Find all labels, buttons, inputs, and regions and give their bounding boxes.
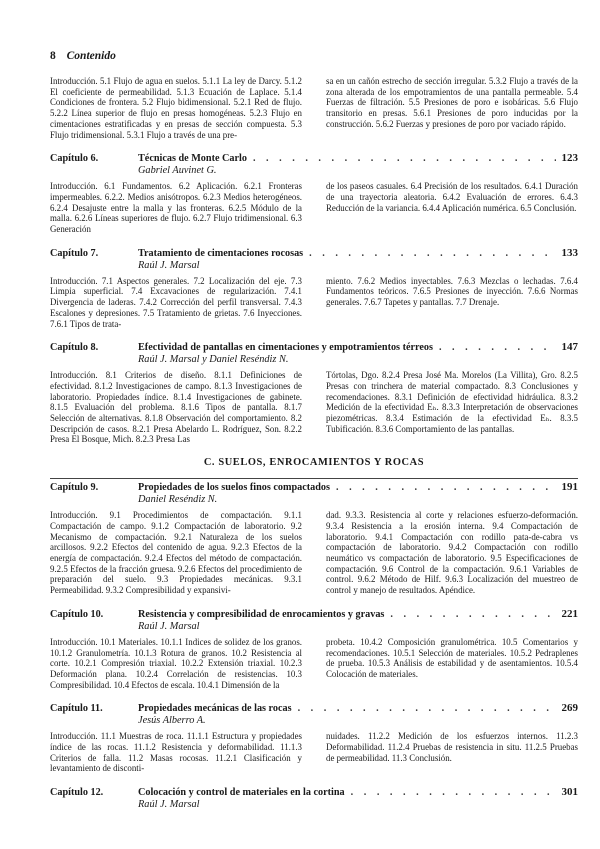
summary-left-column: Introducción. 7.1 Aspectos generales. 7.2 Localización del eje. 7.3 Limpia superficial. 7.4 Excavaciones de regularización. 7.4.1 Divergencia de laderas. 7.4.2 Corrección del perfil transversal. 7.4.3 Escalones y depresiones. 7.5 Tratamiento de grietas. 7.6 Inyecciones. 7.6.1 Tipos de trata- xyxy=(50,275,302,329)
chapter-title[interactable]: Resistencia y compresibilidad de enrocamientos y gravas xyxy=(138,608,385,620)
chapter-title[interactable]: Técnicas de Monte Carlo xyxy=(138,153,247,165)
dot-leader xyxy=(298,703,556,714)
chapter-page-number: 147 xyxy=(561,341,578,354)
summary-left-column: Introducción. 10.1 Materiales. 10.1.1 Indices de solidez de los granos. 10.1.2 Granulometría. 10.1.3 Rotura de granos. 10.2 Resistencia al corte. 10.2.1 Compresión triaxial. 10.2.2 Extensión triaxial. 10.2.3 Deformación plana. 10.2.4 Correlación de resistencias. 10.3 Compresibilidad. 10.4 Efectos de escala. 10.4.1 Dimensión de la xyxy=(50,636,302,690)
toc-entry-chapter-12[interactable] xyxy=(50,786,578,810)
summary-right-column: nuidades. 11.2.2 Medición de los esfuerzos internos. 11.2.3 Deformabilidad. 11.2.4 Pruebas de resistencia in situ. 11.2.5 Pruebas de permeabilidad. 11.3 Conclusión. xyxy=(326,731,578,763)
chapter-author: Daniel Reséndiz N. xyxy=(138,494,218,506)
summary-left-column: Introducción. 8.1 Criterios de diseño. 8.1.1 Definiciones de efectividad. 8.1.2 Investigaciones de campo. 8.1.3 Investigaciones de laboratorio. Propiedades índice. 8.1.4 Investigaciones de gabinete. 8.1.5 Evaluación del problema. 8.1.6 Tipos de pantalla. 8.1.7 Selección de alternativas. 8.1.8 Observación del comportamiento. 8.2 Descripción de casos. 8.2.1 Presa Abelardo L. Rodríguez, Son. 8.2.2 Presa El Bosque, Mich. 8.2.3 Presa Las xyxy=(50,370,302,445)
summary-right-column: sa en un cañón estrecho de sección irregular. 5.3.2 Flujo a través de la zona alterada de los empotramientos de una pantalla permeable. 5.4 Fuerzas de filtración. 5.5 Presiones de poro e isobáricas. 5.6 Flujo transitorio en presas. 5.6.1 Presiones de poro inducidas por la construcción. 5.6.2 Fuerzas y presiones de poro por vaciado rápido. xyxy=(326,76,578,129)
chapter-heading-line xyxy=(50,247,578,259)
chapter-page-number: 221 xyxy=(561,607,578,620)
summary-left-column: Introducción. 9.1 Procedimientos de compactación. 9.1.1 Compactación de campo. 9.1.2 Compactación de laboratorio. 9.2 Mecanismo de compactación. 9.2.1 Naturaleza de los suelos arcillosos. 9.2.2 Efectos del contenido de agua. 9.2.3 Efectos de la energía de compactación. 9.2.4 Efectos del método de compactación. 9.2.5 Efectos de la fracción gruesa. 9.2.6 Efectos del procedimiento de preparación del suelo. 9.3 Propiedades mecánicas. 9.3.1 Permeabilidad. 9.3.2 Compresibilidad y expansivi- xyxy=(50,510,302,596)
toc-entry-chapter-10[interactable] xyxy=(50,608,578,691)
chapter-title[interactable]: Propiedades de los suelos finos compactados xyxy=(138,482,330,494)
running-title: Contenido xyxy=(66,50,116,62)
toc-entry-chapter-8[interactable] xyxy=(50,341,578,445)
chapter-author: Jesús Alberro A. xyxy=(138,715,206,727)
chapter-heading-line xyxy=(50,786,578,798)
toc-entry-chapter-7[interactable] xyxy=(50,247,578,330)
summary-left-column: Introducción. 11.1 Muestras de roca. 11.1.1 Estructura y propiedades índice de las rocas. 11.1.2 Resistencia y deformabilidad. 11.1.3 Criterios de falla. 11.2 Masas rocosas. 11.2.1 Clasificación y levantamiento de disconti- xyxy=(50,731,302,774)
chapter-label: Capítulo 7. xyxy=(50,247,99,259)
summary-right-column: probeta. 10.4.2 Composición granulométrica. 10.5 Comentarios y recomendaciones. 10.5.1 Selección de materiales. 10.5.2 Pedraplenes de prueba. 10.5.3 Análisis de estabilidad y de asentamientos. 10.5.4 Colocación de materiales. xyxy=(326,636,578,679)
dot-leader xyxy=(351,787,556,798)
toc-entry-chapter-9[interactable] xyxy=(50,481,578,596)
summary-left-column: Introducción. 5.1 Flujo de agua en suelos. 5.1.1 La ley de Darcy. 5.1.2 El coeficiente de permeabilidad. 5.1.3 Ecuación de Laplace. 5.1.4 Condiciones de frontera. 5.2 Flujo bidimensional. 5.2.1 Red de flujo. 5.2.2 Línea superior de flujo en presas homogéneas. 5.2.3 Flujo en cimentaciones estratificadas y en presas de sección compuesta. 5.3 Flujo tridimensional. 5.3.1 Flujo a través de una pre- xyxy=(50,76,302,140)
chapter-label: Capítulo 8. xyxy=(50,342,99,354)
chapter-title[interactable]: Propiedades mecánicas de las rocas xyxy=(138,703,292,715)
section-divider xyxy=(50,478,578,479)
chapter-author: Raúl J. Marsal xyxy=(138,259,200,271)
chapter-label: Capítulo 12. xyxy=(50,787,104,799)
chapter-heading-line xyxy=(50,702,578,714)
dot-leader xyxy=(336,482,556,493)
chapter-title[interactable]: Efectividad de pantallas en cimentaciones y empotramientos térreos xyxy=(138,342,433,354)
chapter-summary xyxy=(50,510,578,596)
summary-right-column: Tórtolas, Dgo. 8.2.4 Presa José Ma. Morelos (La Villita), Gro. 8.2.5 Presas con trinchera de material compactado. 8.3 Conclusiones y recomendaciones. 8.3.1 Definición de efectividad hidráulica. 8.3.2 Medición de la efectividad Eₕ. 8.3.3 Interpretación de observaciones piezométricas. 8.3.4 Estimación de la efectividad Eₕ. 8.3.5 Tubificación. 8.3.6 Comportamiento de las pantallas. xyxy=(326,370,578,434)
chapter-author: Raúl J. Marsal xyxy=(138,799,200,811)
chapter-heading-line xyxy=(50,608,578,620)
chapter-summary xyxy=(50,637,578,691)
chapter-summary xyxy=(50,181,578,235)
chapter-page-number: 191 xyxy=(561,481,578,494)
chapter-page-number: 133 xyxy=(561,246,578,259)
summary-right-column: de los paseos casuales. 6.4 Precisión de los resultados. 6.4.1 Duración de una trayectoria aleatoria. 6.4.2 Evaluación de errores. 6.4.3 Reducción de la variancia. 6.4.4 Aplicación numérica. 6.5 Conclusión. xyxy=(326,181,578,213)
chapter-heading-line xyxy=(50,481,578,493)
chapter-title[interactable]: Colocación y control de materiales en la cortina xyxy=(138,787,345,799)
chapter-summary xyxy=(50,370,578,445)
chapter-page-number: 123 xyxy=(561,152,578,165)
chapter-summary xyxy=(50,276,578,330)
chapter-heading-line xyxy=(50,341,578,353)
dot-leader xyxy=(390,609,555,620)
chapter-5-continuation xyxy=(50,76,578,140)
chapter-author: Raúl J. Marsal xyxy=(138,620,200,632)
chapter-page-number: 301 xyxy=(561,786,578,799)
chapter-label: Capítulo 11. xyxy=(50,703,103,715)
chapter-author: Gabriel Auvinet G. xyxy=(138,165,217,177)
page-header xyxy=(50,50,116,62)
summary-right-column: miento. 7.6.2 Medios inyectables. 7.6.3 Mezclas o lechadas. 7.6.4 Fundamentos teóricos. 7.6.5 Presiones de inyección. 7.6.6 Normas generales. 7.6.7 Tapetes y pantallas. 7.7 Drenaje. xyxy=(326,275,578,308)
toc-entry-chapter-11[interactable] xyxy=(50,702,578,774)
summary-right-column: dad. 9.3.3. Resistencia al corte y relaciones esfuerzo-deformación. 9.3.4 Resistencia a la erosión interna. 9.4 Compactación de laboratorio. 9.4.1 Compactación con rodillo pata-de-cabra vs compactación de laboratorio. 9.4.2 Compactación con rodillo neumático vs compactación de laboratorio. 9.5 Especificaciones de compactación. 9.6 Control de la compactación. 9.6.1 Variables de control. 9.6.2 Método de Hilf. 9.6.3 Localización del muestreo de control y manejo de resultados. Apéndice. xyxy=(326,510,578,596)
dot-leader xyxy=(253,153,556,164)
chapter-author: Raúl J. Marsal y Daniel Reséndiz N. xyxy=(138,354,289,366)
table-of-contents xyxy=(50,76,578,822)
chapter-title[interactable]: Tratamiento de cimentaciones rocosas xyxy=(138,247,304,259)
summary-left-column: Introducción. 6.1 Fundamentos. 6.2 Aplicación. 6.2.1 Fronteras impermeables. 6.2.2. Medios anisótropos. 6.2.3 Medios heterogéneos. 6.2.4 Desajuste entre la malla y las fronteras. 6.2.5 Módulo de la malla. 6.2.6 Líneas superiores de flujo. 6.2.7 Flujo tridimensional. 6.3 Generación xyxy=(50,181,302,235)
toc-entry-chapter-6[interactable] xyxy=(50,152,578,235)
chapter-label: Capítulo 9. xyxy=(50,482,99,494)
section-heading: C. SUELOS, ENROCAMIENTOS Y ROCAS xyxy=(203,457,425,469)
chapter-heading-line xyxy=(50,152,578,164)
page-number: 8 xyxy=(50,50,56,62)
chapter-summary xyxy=(50,731,578,774)
chapter-label: Capítulo 6. xyxy=(50,153,99,165)
dot-leader xyxy=(309,248,555,259)
chapter-page-number: 269 xyxy=(561,702,578,715)
chapter-label: Capítulo 10. xyxy=(50,608,104,620)
dot-leader xyxy=(439,342,556,353)
